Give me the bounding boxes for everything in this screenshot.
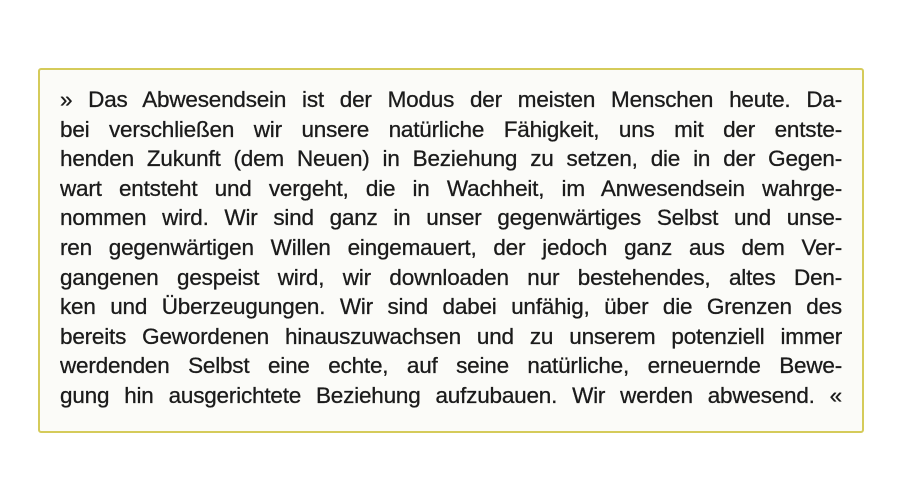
quote-line: ren gegenwärtigen Willen eingemauert, der jedoch ganz aus dem Ver- [60,234,842,260]
quote-line: werdenden Selbst eine echte, auf seine natürliche, erneuernde Bewe- [60,353,842,379]
quote-line: gangenen gespeist wird, wir downloaden nur bestehendes, altes Den- [60,264,842,290]
quote-line: henden Zukunft (dem Neuen) in Beziehung zu setzen, die in der Gegen- [60,146,842,172]
quote-box [38,68,864,433]
quote-line: nommen wird. Wir sind ganz in unser gegenwärtiges Selbst und unse- [60,205,842,231]
quote-line: bei verschließen wir unsere natürliche Fähigkeit, uns mit der entste- [60,116,842,142]
quote-line: wart entsteht und vergeht, die in Wachheit, im Anwesendsein wahrge- [60,175,842,201]
quote-line: bereits Gewordenen hinauszuwachsen und zu unserem potenziell immer [60,323,842,349]
quote-line: » Das Abwesendsein ist der Modus der meisten Menschen heute. Da- [60,87,842,112]
quote-line: gung hin ausgerichtete Beziehung aufzubauen. Wir werden abwesend. « [60,382,842,408]
quote-line: ken und Überzeugungen. Wir sind dabei unfähig, über die Grenzen des [60,294,842,320]
